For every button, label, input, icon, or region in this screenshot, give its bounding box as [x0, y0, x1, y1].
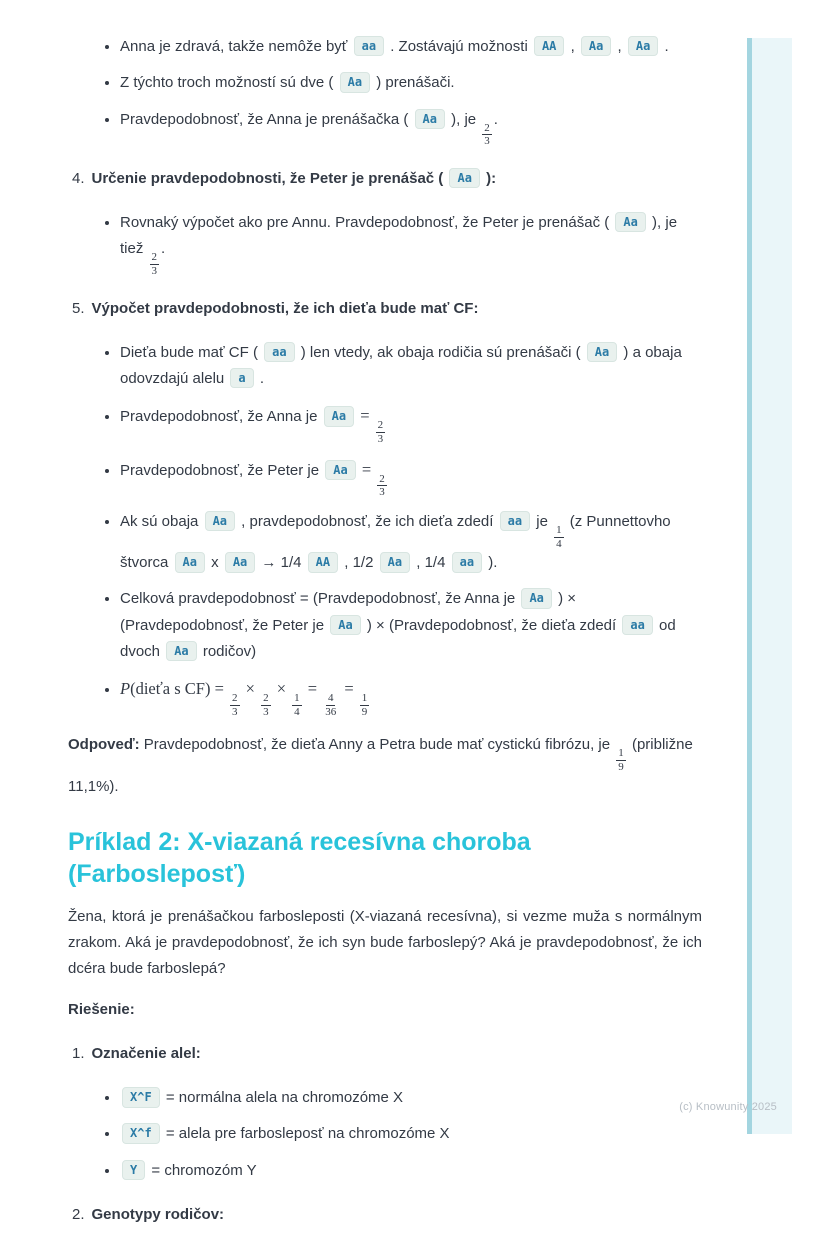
text-run: Dieťa bude mať CF ( — [120, 343, 263, 361]
genotype-badge: Aa — [340, 72, 370, 92]
math-text: = — [340, 679, 358, 699]
text-run: Anna je zdravá, takže nemôže byť — [120, 38, 352, 55]
text-run: . — [493, 110, 498, 128]
fraction-denominator: 9 — [618, 761, 624, 774]
list-item — [120, 1121, 702, 1147]
bold-text: Určenie pravdepodobnosti, že Peter je prenášač ( — [91, 169, 448, 187]
bold-text: Genotypy rodičov: — [91, 1205, 225, 1223]
math-text: (dieťa s CF) = — [130, 679, 229, 699]
fraction-denominator: 3 — [263, 705, 269, 718]
fraction — [554, 524, 564, 550]
genotype-badge: Aa — [581, 36, 611, 56]
bullet-list — [68, 34, 702, 148]
text-run: , — [566, 38, 579, 55]
math-text: = — [303, 679, 322, 699]
text-run: ), je tiež — [120, 214, 678, 258]
genotype-badge: Aa — [587, 342, 617, 362]
text-run: ) × (Pravdepodobnosť, že dieťa zdedí — [362, 616, 621, 634]
genotype-badge: a — [230, 368, 253, 388]
list-item — [120, 34, 702, 60]
bold-text: Riešenie: — [68, 1000, 135, 1018]
list-item — [120, 402, 702, 445]
genotype-badge: Aa — [175, 552, 205, 572]
bold-text: ): — [481, 169, 497, 187]
math-variable: P — [120, 679, 131, 699]
list-item — [120, 675, 702, 718]
text-run: ) prenášači. — [372, 74, 455, 92]
math-text: = — [357, 459, 376, 479]
fraction-denominator: 4 — [556, 537, 562, 550]
text-run: Z týchto troch možností sú dve ( — [120, 74, 338, 92]
genotype-badge: Aa — [225, 552, 255, 572]
genotype-badge: Aa — [325, 460, 355, 480]
fraction-numerator: 2 — [484, 121, 490, 134]
math-text: × — [241, 679, 260, 699]
text-run: → 1/4 — [257, 554, 306, 572]
fraction — [616, 747, 626, 773]
text-run: ) a obaja odovzdajú alelu — [120, 343, 682, 388]
text-run: Rovnaký výpočet ako pre Annu. Pravdepodobnosť, že Peter je prenášač ( — [120, 214, 614, 232]
text-run: ), je — [446, 110, 481, 128]
text-run: . — [161, 240, 166, 258]
text-run: . Zostávajú možnosti — [386, 38, 532, 55]
fraction — [261, 692, 271, 718]
genotype-badge: Aa — [205, 511, 235, 531]
fraction-denominator: 9 — [361, 705, 368, 718]
text-run: Pravdepodobnosť, že dieťa Anny a Petra bude mať cystickú fibrózu, je — [139, 736, 615, 754]
fraction-denominator: 3 — [379, 486, 385, 499]
fraction — [323, 692, 338, 718]
text-run: , — [613, 38, 626, 55]
fraction-denominator: 36 — [325, 705, 337, 718]
text-run: x — [206, 554, 223, 572]
bold-text: Označenie alel: — [91, 1044, 201, 1062]
fraction — [376, 419, 386, 445]
text-run: Ak sú obaja — [120, 512, 203, 530]
fraction — [292, 692, 302, 718]
genotype-badge: aa — [452, 552, 482, 572]
item-number: 2. — [72, 1205, 85, 1223]
list-item — [120, 70, 702, 96]
genotype-badge: aa — [354, 36, 384, 56]
math-text: × — [272, 679, 291, 699]
list-item — [120, 456, 702, 499]
genotype-badge: Aa — [628, 36, 658, 56]
text-run: , 1/4 — [412, 554, 450, 572]
fraction-denominator: 3 — [484, 135, 490, 148]
numbered-item — [68, 1202, 702, 1228]
paragraph — [68, 904, 702, 983]
genotype-badge: Y — [122, 1160, 145, 1180]
text-run: (približne 11,1%). — [68, 736, 693, 795]
fraction-numerator: 2 — [151, 251, 158, 264]
bold-text: Odpoveď: — [68, 736, 140, 754]
list-item — [120, 1085, 702, 1111]
text-run: ) × (Pravdepodobnosť, že Peter je — [120, 590, 576, 634]
text-run: , pravdepodobnosť, že ich dieťa zdedí — [237, 512, 498, 530]
text-run: , 1/2 — [340, 554, 378, 572]
fraction-numerator: 2 — [232, 692, 238, 705]
genotype-badge: Aa — [449, 168, 479, 188]
fraction-numerator: 2 — [263, 692, 269, 705]
fraction — [230, 692, 240, 718]
genotype-badge: aa — [622, 615, 652, 635]
genotype-badge: aa — [500, 511, 530, 531]
fraction-denominator: 3 — [232, 705, 238, 718]
item-number: 5. — [72, 299, 85, 317]
genotype-badge: Aa — [615, 212, 645, 232]
text-run: = chromozóm Y — [147, 1161, 257, 1179]
numbered-item — [68, 1041, 702, 1067]
text-run: Pravdepodobnosť, že Anna je prenášačka ( — [120, 110, 413, 128]
paragraph — [68, 732, 702, 800]
paragraph — [68, 997, 702, 1023]
genotype-badge: Aa — [521, 588, 551, 608]
fraction-numerator: 1 — [294, 692, 300, 705]
text-run: = alela pre farbosleposť na chromozóme X — [161, 1125, 450, 1143]
list-item — [120, 509, 702, 577]
fraction-denominator: 3 — [151, 264, 158, 277]
list-item — [120, 586, 702, 665]
next-page-preview — [752, 38, 792, 1134]
genotype-badge: AA — [534, 36, 564, 56]
fraction-numerator: 1 — [618, 747, 624, 760]
watermark: (c) Knowunity 2025 — [679, 1101, 777, 1113]
fraction-numerator: 1 — [556, 523, 562, 536]
fraction — [377, 473, 387, 499]
document-content — [68, 24, 702, 1246]
bullet-list — [68, 340, 702, 719]
bold-text: Výpočet pravdepodobnosti, že ich dieťa bude mať CF: — [91, 299, 479, 317]
text-run: je — [532, 512, 553, 530]
fraction-numerator: 2 — [379, 472, 385, 485]
fraction-numerator: 1 — [361, 692, 368, 705]
text-run: rodičov) — [198, 642, 257, 660]
text-run: od dvoch — [120, 616, 676, 660]
fraction-denominator: 4 — [294, 705, 300, 718]
genotype-badge: Aa — [415, 109, 445, 129]
text-run: Pravdepodobnosť, že Peter je — [120, 461, 324, 479]
genotype-badge: Aa — [330, 615, 360, 635]
fraction-numerator: 2 — [377, 419, 384, 432]
item-text — [92, 1206, 225, 1223]
item-text — [92, 300, 479, 317]
bullet-list — [68, 1085, 702, 1184]
item-number: 1. — [72, 1044, 85, 1062]
fraction-denominator: 3 — [377, 432, 384, 445]
text-run: Pravdepodobnosť, že Anna je — [120, 408, 322, 426]
item-text — [92, 1045, 201, 1062]
math-text: = — [356, 406, 374, 426]
text-run: Žena, ktorá je prenášačkou farbosleposti (X-viazaná recesívna), si vezme muža s normálnym zrakom. Aká je pravdepodobnosť, že ich syn bude farboslepý? Aká je pravdepodobnosť, že ich dcéra bude farboslepá? — [68, 907, 702, 978]
text-run: . — [255, 370, 264, 388]
item-text — [92, 170, 497, 187]
text-run: . — [660, 38, 669, 55]
fraction — [482, 122, 492, 148]
fraction — [150, 251, 160, 277]
genotype-badge: aa — [264, 342, 294, 362]
text-run: ). — [484, 554, 498, 572]
genotype-badge: X^F — [122, 1087, 160, 1107]
text-run: Celková pravdepodobnosť = (Pravdepodobnosť, že Anna je — [120, 590, 520, 608]
list-item — [120, 340, 702, 393]
item-number: 4. — [72, 169, 85, 187]
genotype-badge: X^f — [122, 1123, 160, 1143]
list-item — [120, 107, 702, 148]
section-heading: Príklad 2: X-viazaná recesívna choroba (Farbosleposť) — [68, 827, 531, 888]
numbered-item — [68, 296, 702, 322]
genotype-badge: Aa — [324, 406, 354, 426]
numbered-item — [68, 166, 702, 192]
fraction — [360, 692, 370, 718]
fraction-numerator: 4 — [327, 692, 334, 705]
text-run: (z Punnettovho štvorca — [120, 512, 671, 572]
list-item — [120, 210, 702, 278]
text-run: = normálna alela na chromozóme X — [161, 1089, 404, 1107]
genotype-badge: Aa — [166, 641, 196, 661]
text-run: ) len vtedy, ak obaja rodičia sú prenášači ( — [296, 343, 585, 361]
genotype-badge: Aa — [380, 552, 410, 572]
bullet-list — [68, 210, 702, 278]
genotype-badge: AA — [308, 552, 338, 572]
